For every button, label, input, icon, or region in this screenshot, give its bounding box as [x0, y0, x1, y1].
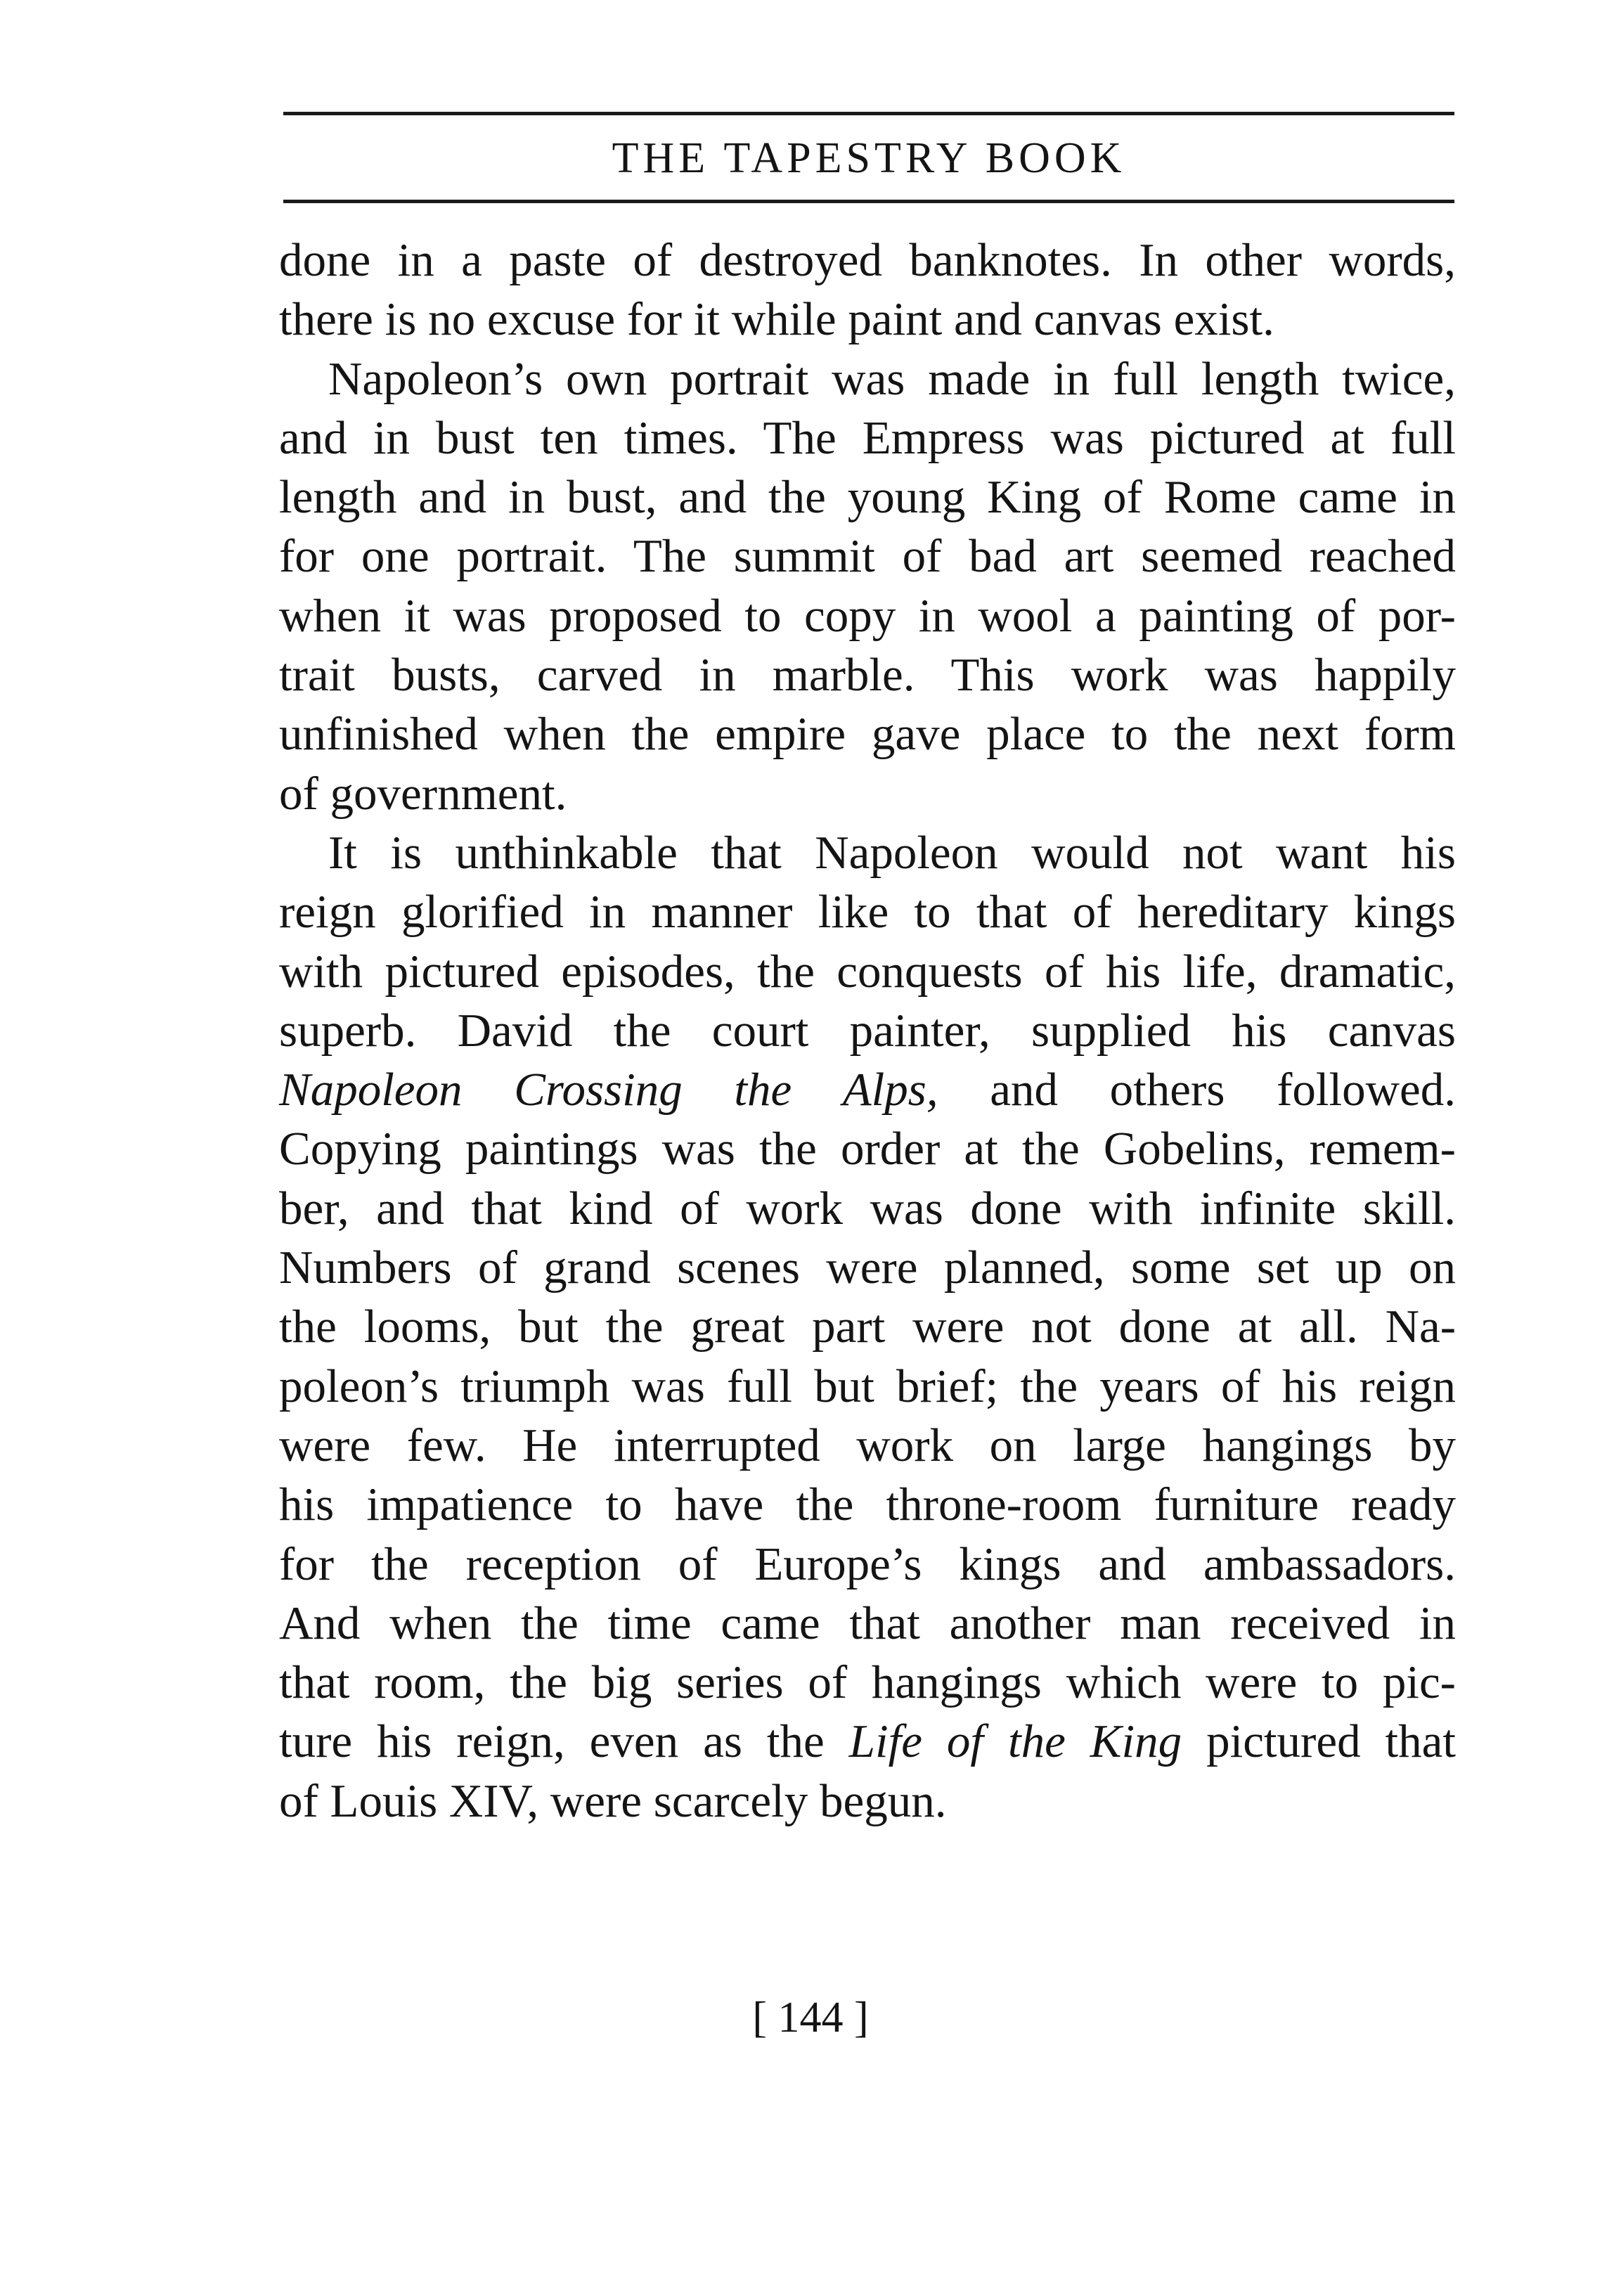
text-line: his impatience to have the throne-room furniture ready	[279, 1478, 1456, 1531]
text-line: And when the time came that another man received in	[279, 1597, 1456, 1649]
text-line: Napoleon’s own portrait was made in full length twice,	[328, 352, 1456, 405]
text-line: Copying paintings was the order at the Gobelins, remem-	[279, 1123, 1456, 1175]
text-line: of government.	[279, 767, 567, 820]
text-line: poleon’s triumph was full but brief; the years of his reign	[279, 1360, 1456, 1412]
text-line: trait busts, carved in marble. This work was happily	[279, 649, 1456, 702]
text-fragment: and others followed.	[990, 1064, 1456, 1116]
text-line: were few. He interrupted work on large hangings by	[279, 1419, 1456, 1471]
text-line: unfinished when the empire gave place to the next form	[279, 708, 1456, 761]
page-number: [ 144 ]	[752, 1994, 869, 2042]
text-line	[279, 1712, 1456, 1771]
text-line: for the reception of Europe’s kings and ambassadors.	[279, 1537, 1456, 1590]
text-fragment: pictured that	[1206, 1715, 1457, 1768]
header-rule-bottom	[283, 200, 1454, 203]
text-line: there is no excuse for it while paint and canvas exist.	[279, 293, 1274, 346]
text-line: when it was proposed to copy in wool a painting of por-	[279, 589, 1456, 642]
text-line: with pictured episodes, the conquests of his life, dramatic,	[279, 945, 1456, 998]
text-line: that room, the big series of hangings which were to pic-	[279, 1656, 1456, 1709]
text-line: of Louis XIV, were scarcely begun.	[279, 1774, 947, 1827]
text-line: reign glorified in manner like to that of hereditary kings	[279, 886, 1456, 939]
header-rule-top	[283, 112, 1454, 115]
text-line: done in a paste of destroyed banknotes. In other words,	[279, 234, 1456, 286]
text-line: for one portrait. The summit of bad art seemed reached	[279, 530, 1456, 583]
text-line: Numbers of grand scenes were planned, some set up on	[279, 1241, 1456, 1294]
text-line: and in bust ten times. The Empress was pictured at full	[279, 411, 1456, 464]
text-line: superb. David the court painter, supplied his canvas	[279, 1004, 1456, 1057]
text-line: ber, and that kind of work was done with infinite skill.	[279, 1182, 1456, 1234]
text-line: the looms, but the great part were not done at all. Na-	[279, 1301, 1456, 1353]
text-line: length and in bust, and the young King of Rome came in	[279, 471, 1456, 524]
italic-title-napoleon-crossing-the-alps: Napoleon Crossing the Alps,	[279, 1064, 938, 1116]
italic-title-life-of-the-king: Life of the King	[848, 1715, 1182, 1768]
text-line: It is unthinkable that Napoleon would not want his	[328, 826, 1456, 879]
body-text	[279, 231, 1456, 1831]
text-line	[279, 1060, 1456, 1119]
text-fragment: ture his reign, even as the	[279, 1715, 825, 1768]
running-head: THE TAPESTRY BOOK	[612, 134, 1126, 182]
